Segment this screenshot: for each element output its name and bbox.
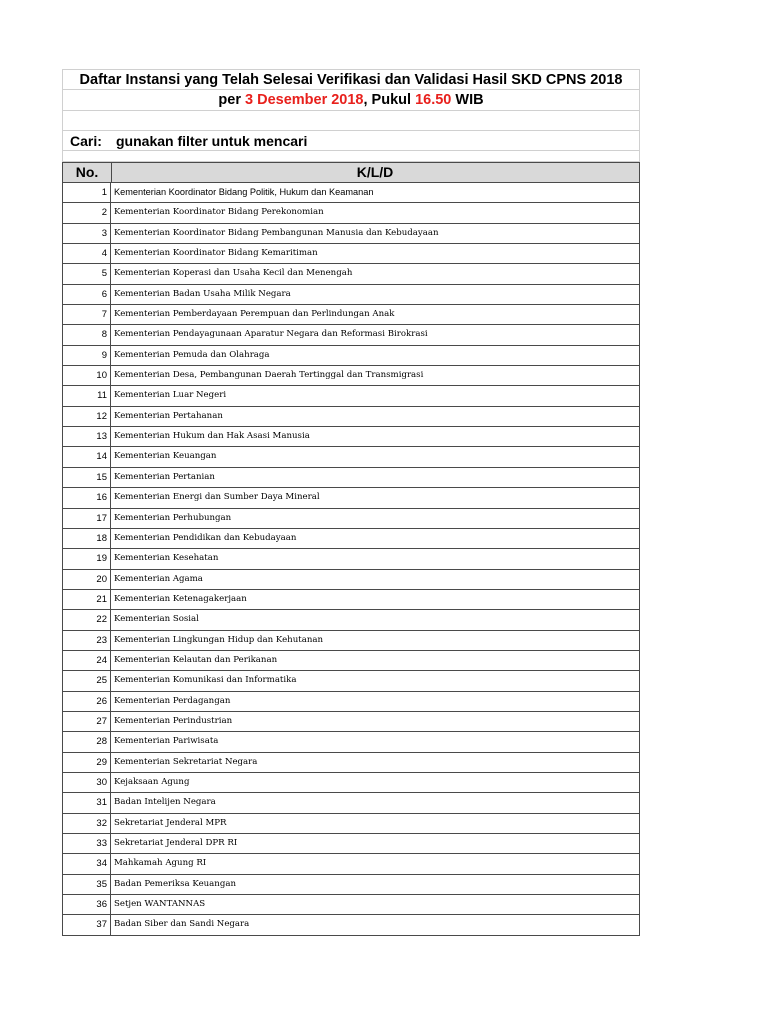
- row-number: 25: [63, 671, 111, 690]
- table-row: [62, 895, 640, 915]
- table-row: [62, 570, 640, 590]
- row-number: 7: [63, 305, 111, 324]
- row-number: 9: [63, 346, 111, 365]
- row-institution-name: Kementerian Keuangan: [114, 451, 217, 462]
- row-number: 33: [63, 834, 111, 853]
- row-number: 29: [63, 753, 111, 772]
- row-institution-name: Kementerian Kelautan dan Perikanan: [114, 654, 278, 665]
- row-institution-name: Kementerian Perindustrian: [114, 715, 233, 726]
- table-row: [62, 509, 640, 529]
- table-row: [62, 875, 640, 895]
- row-institution-name: Kementerian Koordinator Bidang Politik, Hukum dan Keamanan: [114, 187, 374, 197]
- row-institution-name: Kementerian Desa, Pembangunan Daerah Tertinggal dan Transmigrasi: [114, 370, 424, 381]
- column-header-kld[interactable]: K/L/D: [356, 164, 394, 180]
- row-number: 24: [63, 651, 111, 670]
- row-institution-name: Kementerian Pendidikan dan Kebudayaan: [114, 532, 297, 543]
- row-number: 3: [63, 224, 111, 243]
- row-number: 23: [63, 631, 111, 650]
- search-label: Cari:: [70, 133, 102, 149]
- table-row: [62, 590, 640, 610]
- row-number: 15: [63, 468, 111, 487]
- subtitle-suffix: WIB: [451, 92, 484, 108]
- row-number: 16: [63, 488, 111, 507]
- row-number: 26: [63, 692, 111, 711]
- row-institution-name: Kementerian Lingkungan Hidup dan Kehutanan: [114, 634, 324, 645]
- table-row: [62, 488, 640, 508]
- blank-row: [62, 151, 640, 162]
- row-number: 35: [63, 875, 111, 894]
- row-institution-name: Badan Siber dan Sandi Negara: [114, 919, 250, 930]
- table-row: [62, 692, 640, 712]
- row-number: 31: [63, 793, 111, 812]
- row-institution-name: Kejaksaan Agung: [114, 776, 190, 787]
- row-institution-name: Kementerian Koordinator Bidang Pembangunan Manusia dan Kebudayaan: [114, 227, 439, 238]
- subtitle-mid: , Pukul: [363, 92, 416, 108]
- row-institution-name: Mahkamah Agung RI: [114, 858, 207, 869]
- row-number: 14: [63, 447, 111, 466]
- table-row: [62, 671, 640, 691]
- table-row: [62, 549, 640, 569]
- table-row: [62, 651, 640, 671]
- table-body: [62, 183, 640, 936]
- row-number: 21: [63, 590, 111, 609]
- subtitle-time: 16.50: [415, 92, 452, 108]
- row-institution-name: Kementerian Pemuda dan Olahraga: [114, 349, 270, 360]
- row-institution-name: Sekretariat Jenderal DPR RI: [114, 838, 238, 848]
- table-row: [62, 732, 640, 752]
- table-row: [62, 529, 640, 549]
- row-institution-name: Kementerian Hukum dan Hak Asasi Manusia: [114, 431, 310, 442]
- row-institution-name: Kementerian Pariwisata: [114, 736, 219, 747]
- table-row: [62, 305, 640, 325]
- table-row: [62, 468, 640, 488]
- row-institution-name: Kementerian Pendayagunaan Aparatur Negara dan Reformasi Birokrasi: [114, 329, 428, 340]
- row-institution-name: Kementerian Agama: [114, 573, 203, 584]
- spreadsheet: [62, 69, 640, 936]
- table-row: [62, 386, 640, 406]
- page-title: Daftar Instansi yang Telah Selesai Verifikasi dan Validasi Hasil SKD CPNS 2018: [62, 69, 640, 90]
- row-number: 34: [63, 854, 111, 873]
- row-institution-name: Kementerian Kesehatan: [114, 553, 219, 564]
- table-row: [62, 753, 640, 773]
- table-row: [62, 814, 640, 834]
- row-number: 13: [63, 427, 111, 446]
- row-number: 22: [63, 610, 111, 629]
- row-number: 20: [63, 570, 111, 589]
- blank-row: [62, 111, 640, 131]
- row-number: 32: [63, 814, 111, 833]
- row-number: 36: [63, 895, 111, 914]
- row-institution-name: Badan Pemeriksa Keuangan: [114, 878, 237, 889]
- table-row: [62, 712, 640, 732]
- table-row: [62, 610, 640, 630]
- search-input[interactable]: gunakan filter untuk mencari: [116, 133, 308, 149]
- row-institution-name: Kementerian Perdagangan: [114, 695, 231, 706]
- table-row: [62, 244, 640, 264]
- row-institution-name: Kementerian Pemberdayaan Perempuan dan Perlindungan Anak: [114, 309, 395, 320]
- row-number: 18: [63, 529, 111, 548]
- table-row: [62, 366, 640, 386]
- row-number: 30: [63, 773, 111, 792]
- row-institution-name: Kementerian Pertanian: [114, 471, 215, 482]
- row-number: 8: [63, 325, 111, 344]
- row-institution-name: Kementerian Energi dan Sumber Daya Mineral: [114, 492, 320, 503]
- row-institution-name: Kementerian Komunikasi dan Informatika: [114, 675, 297, 686]
- table-row: [62, 407, 640, 427]
- row-institution-name: Kementerian Koordinator Bidang Perekonomian: [114, 207, 324, 218]
- row-institution-name: Sekretariat Jenderal MPR: [114, 817, 227, 828]
- table-row: [62, 854, 640, 874]
- row-institution-name: Kementerian Koordinator Bidang Kemaritiman: [114, 248, 318, 259]
- row-number: 6: [63, 285, 111, 304]
- row-number: 2: [63, 203, 111, 222]
- table-row: [62, 447, 640, 467]
- row-number: 27: [63, 712, 111, 731]
- table-row: [62, 224, 640, 244]
- row-institution-name: Kementerian Perhubungan: [114, 512, 232, 523]
- row-number: 4: [63, 244, 111, 263]
- table-row: [62, 427, 640, 447]
- subtitle-date: 3 Desember 2018: [245, 92, 364, 108]
- row-institution-name: Kementerian Ketenagakerjaan: [114, 593, 247, 604]
- subtitle-prefix: per: [218, 92, 245, 108]
- row-number: 10: [63, 366, 111, 385]
- row-institution-name: Kementerian Sosial: [114, 614, 199, 625]
- row-number: 1: [63, 183, 111, 202]
- row-number: 12: [63, 407, 111, 426]
- row-number: 28: [63, 732, 111, 751]
- table-row: [62, 346, 640, 366]
- row-number: 19: [63, 549, 111, 568]
- row-institution-name: Badan Intelijen Negara: [114, 797, 216, 808]
- row-institution-name: Kementerian Luar Negeri: [114, 390, 227, 401]
- row-number: 5: [63, 264, 111, 283]
- search-row: [62, 131, 640, 151]
- row-institution-name: Kementerian Koperasi dan Usaha Kecil dan Menengah: [114, 268, 353, 279]
- row-institution-name: Kementerian Pertahanan: [114, 410, 223, 421]
- table-row: [62, 183, 640, 203]
- table-row: [62, 264, 640, 284]
- row-institution-name: Setjen WANTANNAS: [114, 899, 206, 910]
- table-row: [62, 631, 640, 651]
- table-row: [62, 915, 640, 935]
- row-institution-name: Kementerian Sekretariat Negara: [114, 756, 258, 767]
- row-number: 17: [63, 509, 111, 528]
- table-row: [62, 793, 640, 813]
- page-subtitle: [62, 90, 640, 111]
- table-row: [62, 834, 640, 854]
- table-row: [62, 773, 640, 793]
- table-row: [62, 325, 640, 345]
- row-institution-name: Kementerian Badan Usaha Milik Negara: [114, 288, 291, 299]
- column-header-no[interactable]: No.: [63, 163, 112, 182]
- row-number: 11: [63, 386, 111, 405]
- table-header: [62, 162, 640, 183]
- table-row: [62, 203, 640, 223]
- table-row: [62, 285, 640, 305]
- row-number: 37: [63, 915, 111, 934]
